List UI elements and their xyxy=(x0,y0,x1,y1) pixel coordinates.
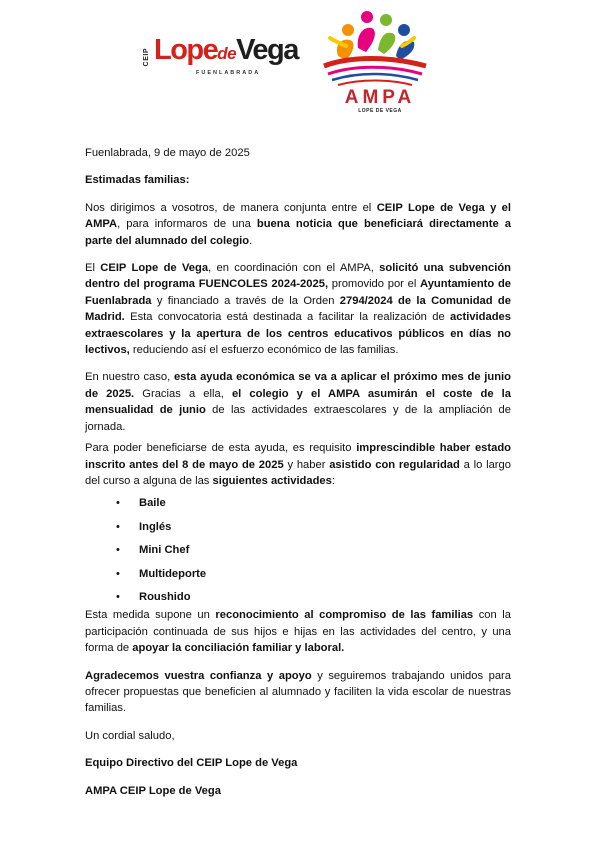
p3-text: Gracias a ella, xyxy=(134,387,232,400)
p3-bold: esta ayuda económica se va a aplicar el próximo mes de junio de 2025. xyxy=(85,371,511,400)
p2-text: y financiado a través de la Orden xyxy=(151,294,340,307)
p2-text: reduciendo así el esfuerzo económico de las familias. xyxy=(129,344,399,357)
bullet-icon: • xyxy=(116,567,120,580)
p1-text: , para informaros de una xyxy=(117,218,257,231)
signature-line: AMPA CEIP Lope de Vega xyxy=(85,784,221,797)
ampa-logo-sub: LOPE DE VEGA xyxy=(358,108,402,114)
paragraph-1 xyxy=(85,200,511,249)
p2-bold: actividades extraescolares y la apertura de los centros educativos públicos en días no lectivos, xyxy=(85,311,511,357)
school-logo-de: de xyxy=(217,44,237,63)
p4-bold: imprescindible haber estado inscrito antes del 8 de mayo de 2025 xyxy=(85,442,512,471)
activity-label: Multideporte xyxy=(139,567,207,580)
p2-text: Esta convocatoria está destinada a facilitar la realización de xyxy=(124,311,451,324)
p4-bold: siguientes actividades xyxy=(212,474,332,487)
p4-text: a lo largo del curso a alguna de las xyxy=(85,458,511,487)
p5-text: Esta medida supone un xyxy=(85,609,216,622)
p2-bold: CEIP Lope de Vega xyxy=(100,262,209,275)
letter-date: Fuenlabrada, 9 de mayo de 2025 xyxy=(85,147,250,159)
paragraph-6 xyxy=(85,668,511,717)
p1-text: Nos dirigimos a vosotros, de manera conjunta entre el xyxy=(85,201,377,214)
p2-bold: 2794/2024 de la Comunidad de Madrid. xyxy=(85,294,511,324)
school-logo-lope: Lope xyxy=(154,34,218,66)
p5-text: con la participación continuada de sus hijos e hijas en las actividades del centro, y una forma de xyxy=(85,609,511,655)
paragraph-4 xyxy=(85,440,511,489)
list-item xyxy=(116,566,511,590)
p4-text: Para poder beneficiarse de esta ayuda, es requisito xyxy=(85,442,357,455)
p2-text: , en coordinación con el AMPA, xyxy=(208,262,380,275)
paragraph-3 xyxy=(85,369,511,435)
p4-bold: asistido con regularidad xyxy=(329,458,460,471)
p2-text: promovido por el xyxy=(328,278,421,291)
p4-text: : xyxy=(331,474,335,487)
school-logo-city: FUENLABRADA xyxy=(196,70,261,76)
p2-text: El xyxy=(85,262,101,275)
letter-body xyxy=(85,145,511,810)
p1-text: . xyxy=(249,234,253,247)
p5-bold: apoyar la conciliación familiar y laboral. xyxy=(132,642,345,655)
p3-bold: el colegio y el AMPA asumirán el coste de la mensualidad de junio xyxy=(85,387,511,417)
bullet-icon: • xyxy=(116,591,120,604)
p3-text: de las actividades extraescolares y de la ampliación de jornada. xyxy=(85,404,511,433)
bullet-icon: • xyxy=(116,544,120,557)
list-item xyxy=(116,542,511,566)
paragraph-5 xyxy=(85,607,511,656)
paragraph-2 xyxy=(85,260,511,358)
p6-text: y seguiremos trabajando unidos para ofrecer propuestas que beneficien al alumnado y faciliten la vida escolar de nuestras familias. xyxy=(85,669,511,715)
p2-bold: Ayuntamiento de Fuenlabrada xyxy=(85,278,511,307)
bullet-icon: • xyxy=(116,520,120,533)
p6-bold: Agradecemos vuestra confianza y apoyo xyxy=(85,669,312,682)
bullet-icon: • xyxy=(116,497,120,510)
p2-bold: solicitó una subvención dentro del programa FUENCOLES 2024-2025, xyxy=(85,262,512,291)
activity-label: Mini Chef xyxy=(139,544,190,557)
p1-bold: buena noticia que beneficiará directamente a parte del alumnado del colegio xyxy=(85,218,511,247)
p3-text: En nuestro caso, xyxy=(85,371,174,384)
letter-greeting: Estimadas familias: xyxy=(85,174,190,187)
activity-label: Baile xyxy=(139,497,166,510)
p4-text: y haber xyxy=(283,458,330,471)
ampa-logo-name: AMPA xyxy=(344,87,416,108)
school-logo-wordmark xyxy=(154,36,298,65)
p1-bold: CEIP Lope de Vega y el AMPA xyxy=(85,201,512,231)
school-logo-ceip: CEIP xyxy=(143,48,150,67)
p5-bold: reconocimiento al compromiso de las familias xyxy=(215,609,474,622)
list-item xyxy=(116,519,511,543)
letter-closing: Un cordial saludo, xyxy=(85,729,175,742)
signature-line: Equipo Directivo del CEIP Lope de Vega xyxy=(85,757,298,770)
list-item xyxy=(116,495,511,519)
activity-label: Inglés xyxy=(139,520,172,533)
list-item xyxy=(116,589,511,607)
activities-list xyxy=(85,495,511,607)
activity-label: Roushido xyxy=(139,591,191,604)
school-logo-vega: Vega xyxy=(236,34,298,66)
